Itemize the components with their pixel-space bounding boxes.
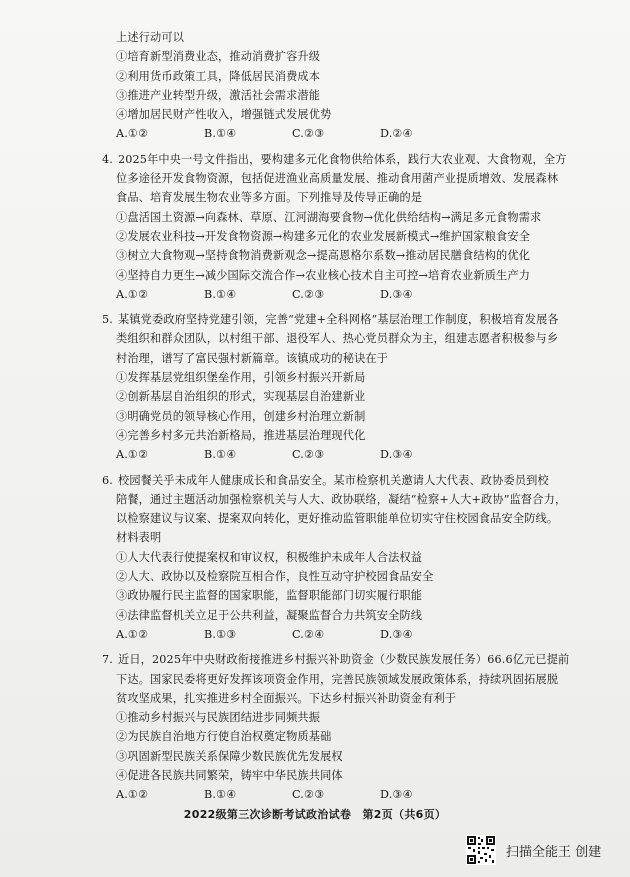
question-stem-line-3: 村治理，谱写了富民强村新篇章。该镇成功的秘诀在于	[116, 351, 389, 365]
option-2: ②发展农业科技→开发食物资源→构建多元化的农业发展新模式→维护国家粮食安全	[116, 229, 531, 243]
choice-b: B.①④	[204, 788, 237, 802]
option-2: ②为民族自治地方行使自治权奠定物质基础	[116, 730, 332, 744]
question-stem-line-1: 5. 某镇党委政府坚持党建引领，完善“党建+全科网格”基层治理工作制度，积极培育发展各	[86, 310, 606, 329]
page-footer: 2022级第三次诊断考试政治试卷 第2页（共6页）	[183, 808, 447, 821]
choice-a: A.①②	[116, 287, 149, 301]
question-stem-line-3: 以检察建议与议案、提案双向转化，更好推动监管职能单位切实守住校园食品安全防线。	[116, 512, 559, 526]
question-stem-line-2: 位多途径开发食物资源，包括促进渔业高质量发展、推动食用菌产业提质增效、发展森林	[116, 172, 559, 186]
choice-a: A.①②	[116, 788, 149, 802]
scanner-watermark	[466, 830, 626, 870]
qr-code-icon	[466, 835, 496, 865]
question-stem-line-1: 6. 校园餐关乎未成年人健康成长和食品安全。某市检察机关邀请人大代表、政协委员到校	[86, 471, 606, 490]
option-3: ③巩固新型民族关系保障少数民族优先发展权	[116, 749, 343, 763]
choice-d: D.③④	[380, 788, 413, 802]
option-4: ④法律监督机关立足于公共利益，凝聚监督合力共筑安全防线	[116, 608, 423, 622]
choice-d: D.②④	[380, 127, 413, 141]
option-2: ②利用货币政策工具，降低居民消费成本	[116, 69, 321, 83]
question-3	[86, 28, 606, 144]
option-4: ④增加居民财产性收入，增强链式发展优势	[116, 108, 332, 122]
choice-d: D.③④	[380, 287, 413, 301]
option-3: ③树立大食物观→坚持食物消费新观念→提高恩格尔系数→推动居民膳食结构的优化	[116, 249, 531, 263]
choice-a: A.①②	[116, 627, 149, 641]
question-stem-line-2: 下达。国家民委将更好发挥该项资金作用，完善民族领域发展政策体系，持续巩固拓展脱	[116, 672, 559, 686]
option-1: ①培育新型消费业态，推动消费扩容升级	[116, 50, 321, 64]
option-1: ①发挥基层党组织堡垒作用，引领乡村振兴开新局	[116, 371, 366, 385]
answer-choices	[86, 445, 606, 464]
option-4: ④完善乡村多元共治新格局，推进基层治理现代化	[116, 428, 366, 442]
question-6	[86, 471, 606, 645]
choice-c: C.②③	[292, 127, 325, 141]
option-2: ②创新基层自治组织的形式，实现基层自治建新业	[116, 390, 366, 404]
choice-a: A.①②	[116, 448, 149, 462]
choice-d: D.③④	[380, 627, 413, 641]
question-stem: 上述行动可以	[116, 31, 185, 44]
answer-choices	[86, 625, 606, 644]
question-stem-line-2: 陪餐，通过主题活动加强检察机关与人大、政协联络，凝结“检察+人大+政协”监督合力，	[116, 492, 567, 506]
question-5	[86, 310, 606, 464]
question-number: 4.	[102, 152, 113, 166]
answer-choices	[86, 124, 606, 143]
question-stem-line-1: 4. 2025年中央一号文件指出，要构建多元化食物供给体系，践行大农业观、大食物观，全方	[86, 150, 606, 169]
choice-c: C.②④	[292, 627, 325, 641]
option-3: ③政协履行民主监督的国家职能，监督职能部门切实履行职能	[116, 589, 423, 603]
choice-c: C.②③	[292, 287, 325, 301]
choice-a: A.①②	[116, 127, 149, 141]
question-stem-line-3: 贫攻坚成果，扎实推进乡村全面振兴。下达乡村振兴补助资金有利于	[116, 691, 457, 705]
choice-b: B.①③	[204, 627, 237, 641]
question-stem-line-4: 材料表明	[116, 531, 162, 545]
question-4	[86, 150, 606, 304]
choice-d: D.③④	[380, 448, 413, 462]
choice-c: C.②③	[292, 788, 325, 802]
exam-content	[86, 28, 606, 805]
question-stem-line-3: 食品、培育发展生物农业等多方面。下列推导及传导正确的是	[116, 191, 423, 205]
choice-b: B.①④	[204, 287, 237, 301]
option-4: ④促进各民族共同繁荣，铸牢中华民族共同体	[116, 768, 343, 782]
option-2: ②人大、政协以及检察院互相合作，良性互动守护校园食品安全	[116, 570, 434, 584]
option-4: ④坚持自力更生→减少国际交流合作→农业核心技术自主可控→培育农业新质生产力	[116, 268, 531, 282]
choice-c: C.②③	[292, 448, 325, 462]
option-3: ③推进产业转型升级，激活社会需求潜能	[116, 88, 321, 102]
choice-b: B.①④	[204, 448, 237, 462]
question-number: 5.	[102, 313, 113, 327]
answer-choices	[86, 285, 606, 304]
answer-choices	[86, 785, 606, 804]
choice-b: B.①④	[204, 127, 237, 141]
question-number: 7.	[102, 653, 113, 667]
watermark-text: 扫描全能王 创建	[506, 844, 602, 860]
option-1: ①推动乡村振兴与民族团结进步同频共振	[116, 711, 321, 725]
question-number: 6.	[102, 473, 113, 487]
question-stem-line-1: 7. 近日，2025年中央财政衔接推进乡村振兴补助资金（少数民族发展任务）66.6亿元已提前	[86, 650, 606, 669]
option-1: ①人大代表行使提案权和审议权，积极维护未成年人合法权益	[116, 550, 423, 564]
option-3: ③明确党员的领导核心作用，创建乡村治理立新制	[116, 409, 366, 423]
question-7	[86, 650, 606, 804]
question-stem-line-2: 类组织和群众团队，以村组干部、退役军人、热心党员群众为主，组建志愿者积极参与乡	[116, 332, 559, 346]
option-1: ①盘活国土资源→向森林、草原、江河湖海要食物→优化供给结构→满足多元食物需求	[116, 210, 542, 224]
